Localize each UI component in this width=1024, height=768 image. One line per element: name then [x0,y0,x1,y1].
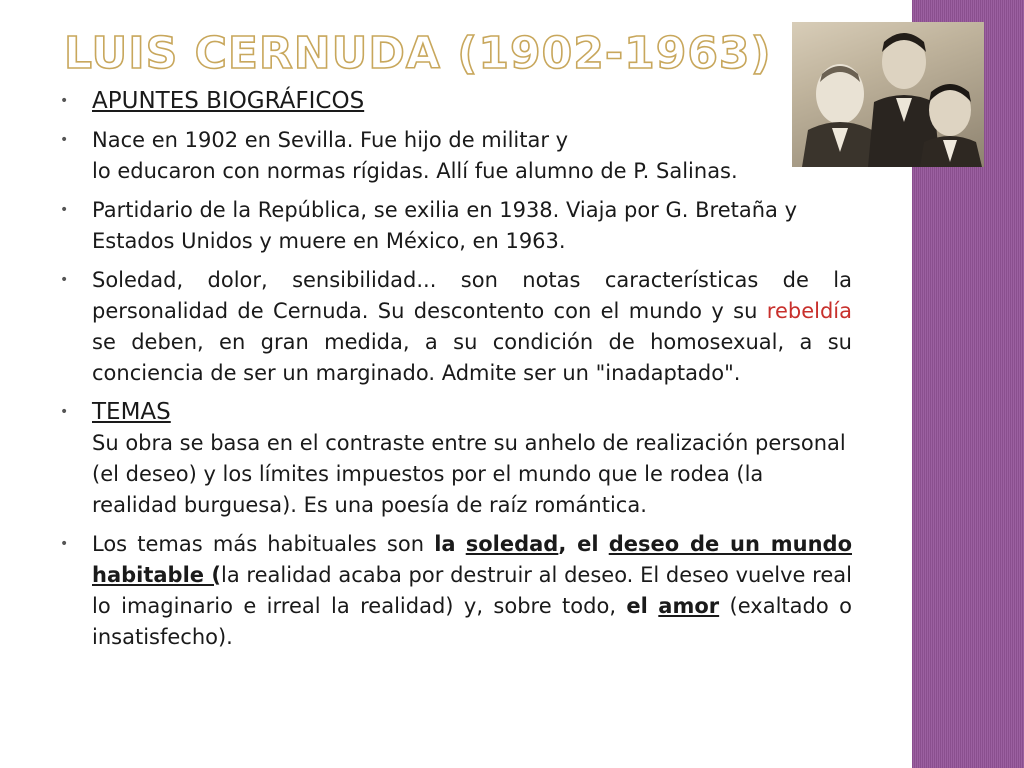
section-heading-apuntes: APUNTES BIOGRÁFICOS [92,88,365,114]
rebeldia-highlight: rebeldía [766,299,852,323]
bullet-biographical-heading [60,86,852,117]
personality-text-2: se deben, en gran medida, a su condición de homosexual, a su conciencia de ser un marginado. Admite ser un "inadaptado". [92,330,852,385]
themes-el: el [626,594,648,618]
themes-text-2: la realidad acaba por destruir al deseo. El deseo vuelve real lo imaginario e irreal la realidad) y, sobre todo, [92,563,852,618]
bullet-exile-text: Partidario de la República, se exilia en 1938. Viaja por G. Bretaña y Estados Unidos y muere en México, en 1963. [92,198,797,253]
themes-deseo: deseo de un mundo habitable ( [92,532,852,587]
themes-la: la [434,532,456,556]
bullet-themes-list [60,529,852,653]
themes-text-3: (exaltado o insatisfecho). [92,594,852,649]
bullet-birth-text: Nace en 1902 en Sevilla. Fue hijo de militar y [92,128,569,152]
slide-title: LUIS CERNUDA (1902-1963) [64,28,772,79]
section-heading-temas: TEMAS [92,399,171,425]
personality-text-1: Soledad, dolor, sensibilidad... son notas características de la personalidad de Cernuda. Su descontento con el mundo y su [92,268,852,323]
bullet-personality [60,265,852,389]
bullet-temas [60,397,852,521]
themes-amor: amor [658,594,720,618]
themes-comma-el: , el [558,532,599,556]
themes-soledad: soledad [465,532,559,556]
themes-text-1: Los temas más habituales son [92,532,435,556]
bullet-birth [60,125,852,156]
temas-text: Su obra se basa en el contraste entre su anhelo de realización personal (el deseo) y los límites impuestos por el mundo que le rodea (la realidad burguesa). Es una poesía de raíz romántica. [92,431,846,517]
slide-content [60,86,852,661]
bullet-exile [60,195,852,257]
bullet-birth-continuation: lo educaron con normas rígidas. Allí fue alumno de P. Salinas. [92,159,738,183]
